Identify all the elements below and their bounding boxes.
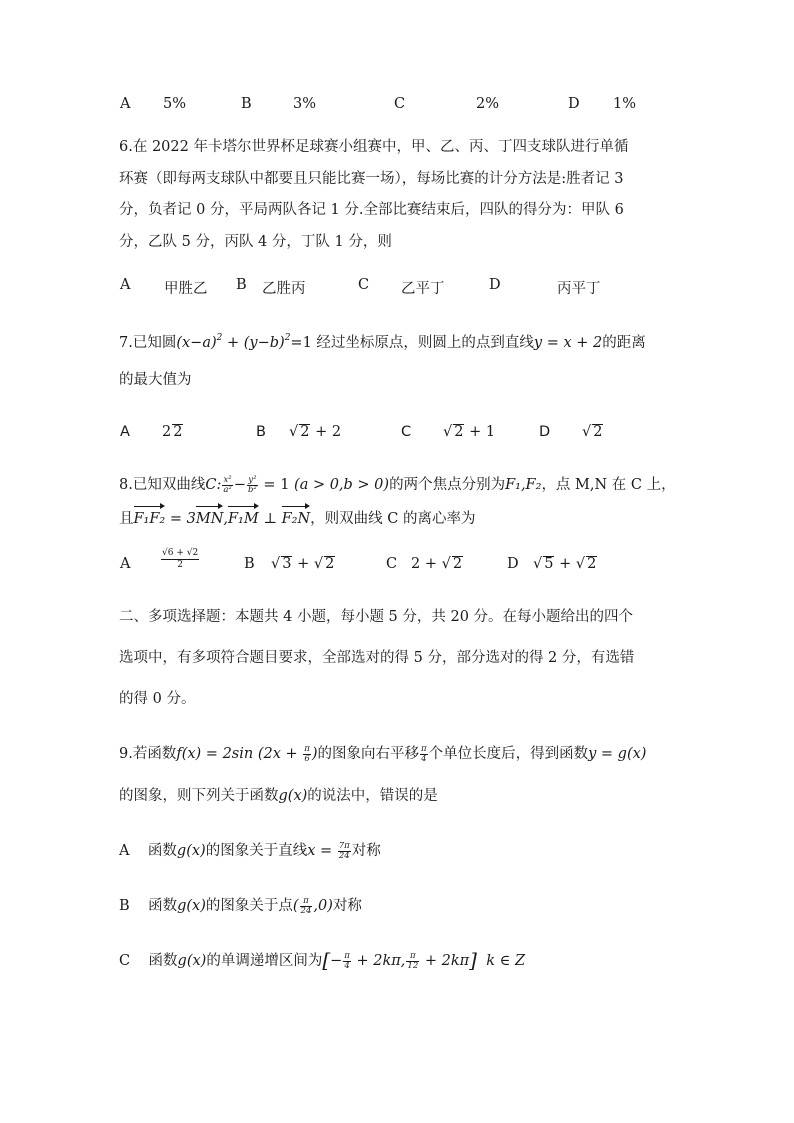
section2-line-2: 选项中，有多项符合题目要求，全部选对的得 5 分，部分选对的得 2 分，有选错 xyxy=(119,650,635,666)
q8-option-d: √ 5 + √ 2 xyxy=(533,556,597,572)
q9-option-b: B 函数g(x)的图象关于点( $\frac{\pi}{24}$ ,0)对称 xyxy=(119,895,362,916)
q7-option-b: √ 2 + 2 xyxy=(289,424,342,440)
q5-option-d-letter: D xyxy=(568,96,580,112)
section2-line-3: 的得 0 分。 xyxy=(119,691,196,707)
q9-option-c: C 函数g(x)的单调递增区间为[− $\frac{\pi}{4}$ + 2kπ, $\frac{\pi}{12}$ + 2kπ] k ∈ Z xyxy=(119,948,526,972)
q7-option-a: 2 2 xyxy=(162,424,183,440)
q6-line-4: 分，乙队 5 分，丙队 4 分，丁队 1 分，则 xyxy=(119,234,392,250)
q6-line-3: 分，负者记 0 分，平局两队各记 1 分.全部比赛结束后，四队的得分为：甲队 6 xyxy=(119,202,624,218)
q7-line-equation: y = x + 2 xyxy=(533,335,603,351)
q8-tail: ，点 M,N 在 C 上， xyxy=(541,477,676,493)
q7-circle-equation: $(x-a)^2 + (y-b)^2$ xyxy=(176,333,291,351)
q5-option-b-letter: B xyxy=(241,96,252,112)
q5-option-a-letter: A xyxy=(120,96,131,112)
q6-line-2: 环赛（即每两支球队中都要且只能比赛一场），每场比赛的计分方法是:胜者记 3 xyxy=(119,171,624,187)
q7-option-c-letter: C xyxy=(401,424,412,440)
q7-prefix: 7.已知圆 xyxy=(119,335,177,351)
q9-function-g: y = g(x) xyxy=(588,746,647,762)
q8-hyperbola: C: $\frac{\text{x²}}{\text{a²}}$ − $\frac{\text{y²}}{\text{b²}}$ xyxy=(205,474,257,495)
q8-line2-end: ，则双曲线 C 的离心率为 xyxy=(310,511,476,527)
section2-line-1: 二、多项选择题：本题共 4 小题，每小题 5 分，共 20 分。在每小题给出的四个 xyxy=(119,609,634,625)
q9-line2-start: 的图象，则下列关于函数 xyxy=(119,788,279,804)
q7-option-d-letter: D xyxy=(539,424,551,440)
q5-option-a: 5% xyxy=(163,96,187,112)
q9-function-f: f(x) = 2sin (2x + $\frac{\pi}{6}$ ) xyxy=(176,743,318,764)
q8-option-a: $\frac{√6 + √2}{2}$ xyxy=(162,548,199,570)
q5-option-c: 2% xyxy=(476,96,500,112)
q6-line-1: 6.在 2022 年卡塔尔世界杯足球赛小组赛中，甲、乙、丙、丁四支球队进行单循 xyxy=(119,139,629,155)
q7-eq-tail: =1 经过坐标原点，则圆上的点到直线 xyxy=(290,335,534,351)
q8-vector-condition: F₁F₂ = 3MN,F₁M ⊥ F₂N xyxy=(133,511,311,527)
q5-option-b: 3% xyxy=(293,96,317,112)
q9-mid2: 个单位长度后，得到函数 xyxy=(428,746,589,762)
q7-line-2: 的最大值为 xyxy=(119,372,192,388)
q6-option-c-letter: C xyxy=(358,277,370,293)
q6-option-c: 乙平丁 xyxy=(401,281,445,297)
q8-mid: 的两个焦点分别为 xyxy=(389,477,506,493)
q9-line2-end: 的说法中，错误的是 xyxy=(307,788,438,804)
q9-option-b-letter: B xyxy=(119,898,130,914)
q8-option-c-letter: C xyxy=(386,556,398,572)
q8-foci: F₁,F₂ xyxy=(505,477,542,493)
q9-option-c-letter: C xyxy=(119,953,131,969)
q7-option-c: √ 2 + 1 xyxy=(443,424,496,440)
q6-option-b-letter: B xyxy=(236,277,247,293)
q8-option-c: 2 + √ 2 xyxy=(411,556,463,572)
q7-option-a-letter: A xyxy=(120,424,130,440)
q6-option-d-letter: D xyxy=(489,277,501,293)
q8-option-b-letter: B xyxy=(244,556,255,572)
q5-option-c-letter: C xyxy=(394,96,406,112)
q8-option-a-letter: A xyxy=(120,556,131,572)
q7-suffix: 的距离 xyxy=(602,335,646,351)
q7-option-d: √ 2 xyxy=(582,424,603,440)
q9-interval: [− $\frac{\pi}{4}$ + 2kπ, $\frac{\pi}{12}$ + 2kπ] k ∈ Z xyxy=(322,948,526,972)
q8-line2-start: 且 xyxy=(119,511,134,527)
q5-option-d: 1% xyxy=(613,96,637,112)
q9-option-a: A 函数g(x)的图象关于直线x = $\frac{7\pi}{24}$ 对称 xyxy=(119,840,381,861)
q9-line-1: 9.若函数f(x) = 2sin (2x + $\frac{\pi}{6}$ )的图象向右平移 $\frac{\pi}{4}$ 个单位长度后，得到函数y = g(x) xyxy=(119,743,647,764)
q9-prefix: 9.若函数 xyxy=(119,746,177,762)
q6-option-a-letter: A xyxy=(120,277,131,293)
q8-option-b: √ 3 + √ 2 xyxy=(271,556,335,572)
q8-line-2 xyxy=(119,509,475,529)
q9-option-a-letter: A xyxy=(119,843,130,859)
q8-condition: (a > 0,b > 0) xyxy=(294,477,390,493)
q6-option-d: 丙平丁 xyxy=(557,281,601,297)
q6-option-a: 甲胜乙 xyxy=(164,281,208,297)
q9-line-2: 的图象，则下列关于函数g(x)的说法中，错误的是 xyxy=(119,788,438,804)
q7-option-b-letter: B xyxy=(256,424,266,440)
q8-prefix: 8.已知双曲线 xyxy=(119,477,206,493)
q8-option-d-letter: D xyxy=(507,556,519,572)
q6-option-b: 乙胜丙 xyxy=(262,281,306,297)
q9-mid: 的图象向右平移 xyxy=(317,746,420,762)
q8-line-1: 8.已知双曲线C: $\frac{\text{x²}}{\text{a²}}$ − $\frac{\text{y²}}{\text{b²}}$ = 1 (a > 0,b > 0)的两个焦点分别为F₁,F₂，点 M,N 在 C 上， xyxy=(119,474,676,495)
q7-line-1 xyxy=(119,328,646,353)
